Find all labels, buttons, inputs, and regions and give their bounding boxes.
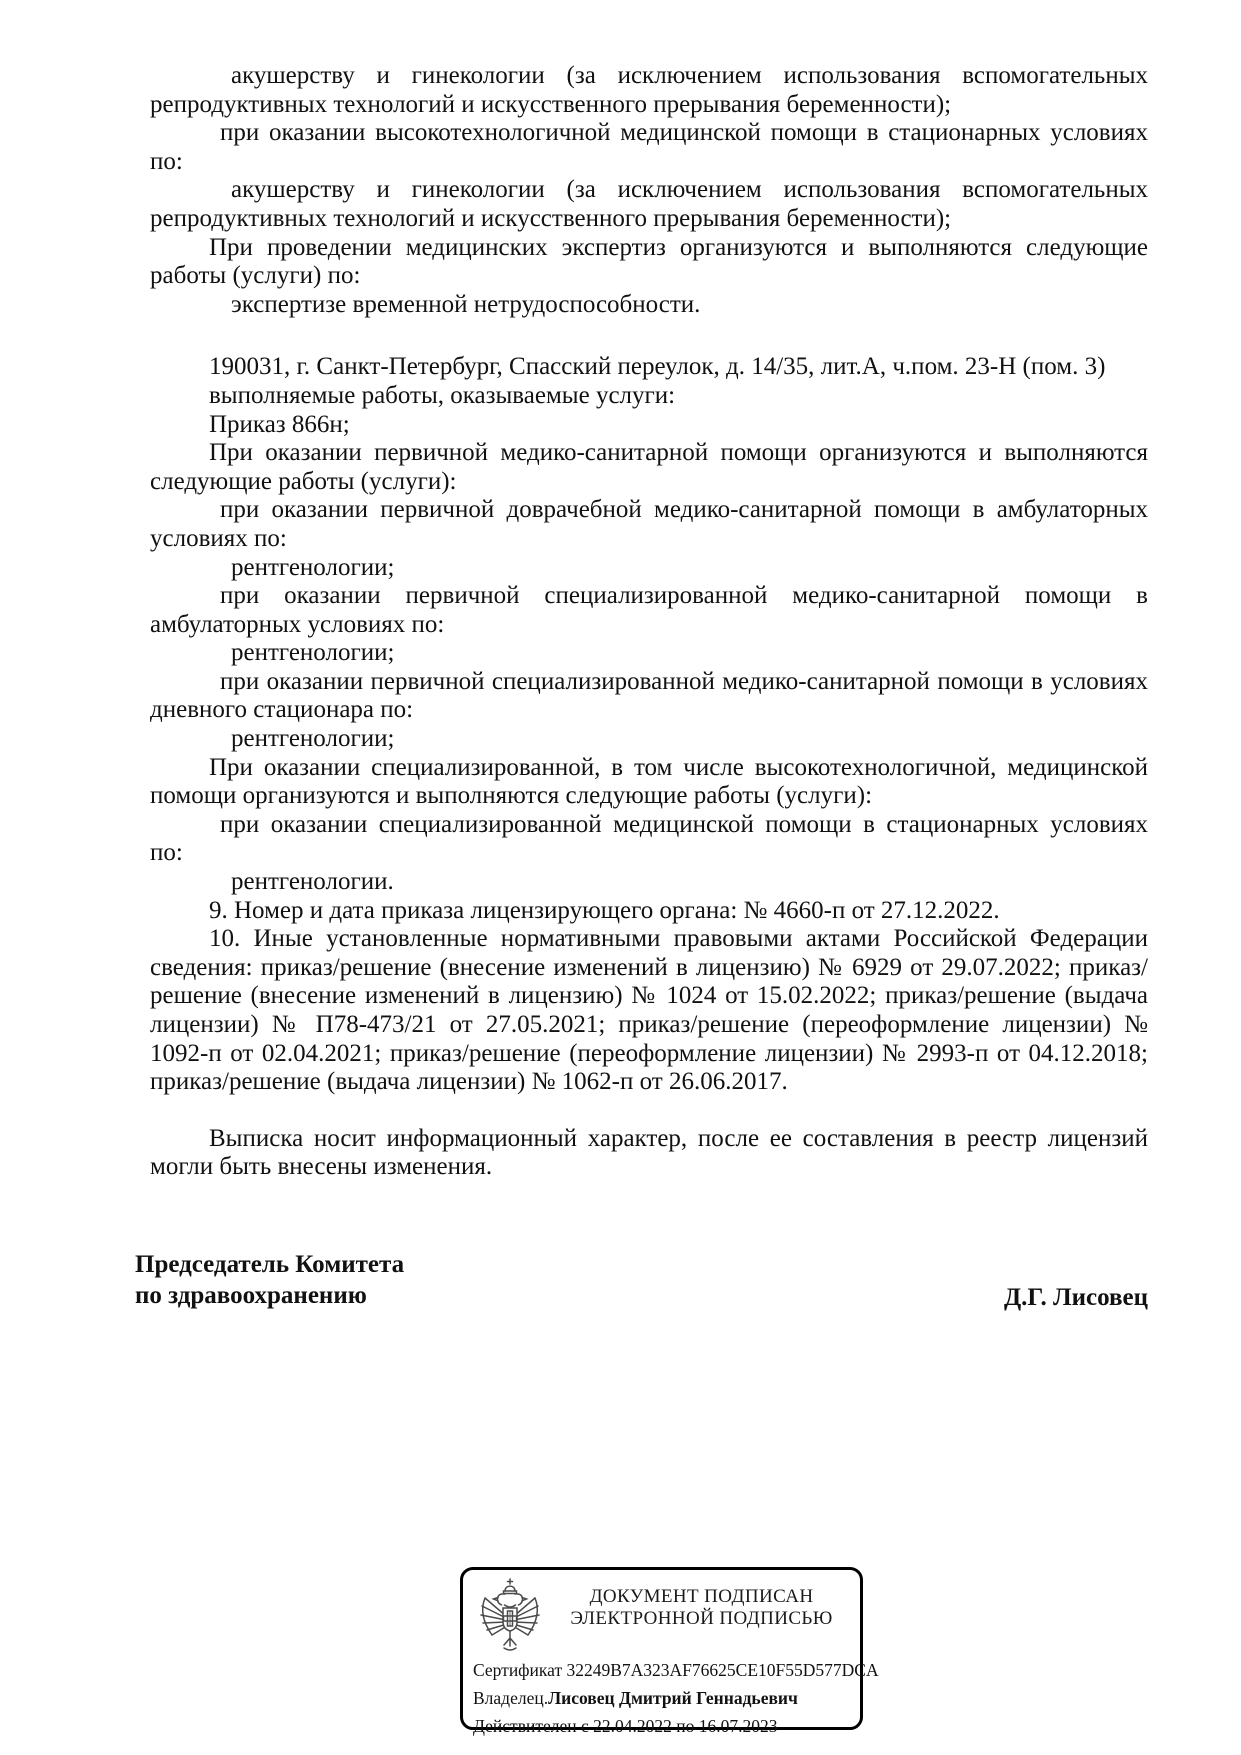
certificate-number: 32249B7A323AF76625CE10F55D577DCA — [566, 1660, 879, 1680]
paragraph: рентгенологии; — [231, 639, 395, 667]
document-body — [150, 62, 1148, 1182]
signatory-name: Д.Г. Лисовец — [1003, 1284, 1148, 1311]
paragraph: при оказании первичной специализированной медико-санитарной помощи в амбулаторных условиях по: — [150, 582, 1148, 638]
paragraph: 9. Номер и дата приказа лицензирующего органа: № 4660-п от 27.12.2022. — [209, 896, 1000, 924]
digital-signature-stamp — [460, 1567, 879, 1736]
paragraph: Приказ 866н; — [209, 410, 350, 438]
stamp-title-line1: ДОКУМЕНТ ПОДПИСАН — [589, 1586, 814, 1607]
paragraph: акушерству и гинекологии (за исключением использования вспомогательных репродуктивных технологий и искусственного прерывания беременности); — [150, 176, 1148, 232]
paragraph: 10. Иные установленные нормативными правовыми актами Российской Федерации сведения: приказ/решение (внесение изменений в лицензию) № 6929 от 29.07.2022; приказ/решение (внесение изменений в лицензию) № 1024 от 15.02.2022; приказ/решение (выдача лицензии) № П78-473/21 от 27.05.2021; приказ/решение (переоформление лицензии) № 1092-п от 02.04.2021; приказ/решение (переоформление лицензии) № 2993-п от 04.12.2018; приказ/решение (выдача лицензии) № 1062-п от 26.06.2017. — [150, 925, 1148, 1096]
stamp-details — [473, 1657, 879, 1740]
paragraph: при оказании первичной доврачебной медико-санитарной помощи в амбулаторных условиях по: — [150, 496, 1148, 552]
certificate-label: Сертификат — [473, 1660, 567, 1680]
paragraph: рентгенологии; — [231, 725, 395, 753]
paragraph: 190031, г. Санкт-Петербург, Спасский переулок, д. 14/35, лит.А, ч.пом. 23-Н (пом. 3) — [209, 353, 1106, 381]
paragraph: при оказании первичной специализированной медико-санитарной помощи в условиях дневного стационара по: — [150, 667, 1148, 724]
paragraph: При оказании первичной медико-санитарной помощи организуются и выполняются следующие работы (услуги): — [150, 439, 1148, 495]
stamp-title-line2: ЭЛЕКТРОННОЙ ПОДПИСЬЮ — [570, 1607, 833, 1629]
owner-name: Лисовец Дмитрий Геннадьевич — [548, 1687, 798, 1708]
paragraph: выполняемые работы, оказываемые услуги: — [209, 381, 676, 409]
paragraph: При оказании специализированной, в том числе высокотехнологичной, медицинской помощи организуются и выполняются следующие работы (услуги): — [150, 753, 1148, 810]
signatory-position-line1: Председатель Комитета — [135, 1251, 405, 1278]
paragraph: рентгенологии. — [231, 868, 394, 896]
owner-line — [473, 1685, 868, 1713]
paragraph: При проведении медицинских экспертиз организуются и выполняются следующие работы (услуги) по: — [150, 233, 1148, 290]
paragraph: экспертизе временной нетрудоспособности. — [231, 290, 701, 318]
paragraph: Выписка носит информационный характер, после ее составления в реестр лицензий могли быть внесены изменения. — [150, 1124, 1148, 1181]
signatory-position — [135, 1249, 404, 1311]
signature-block — [135, 1249, 1148, 1315]
paragraph: при оказании высокотехнологичной медицинской помощи в стационарных условиях по: — [150, 119, 1148, 175]
validity-line: Действителен с 22.04.2022 по 16.07.2023 — [473, 1715, 778, 1736]
roszdravnadzor-emblem-icon — [477, 1578, 543, 1652]
paragraph: акушерству и гинекологии (за исключением использования вспомогательных репродуктивных технологий и искусственного прерывания беременности); — [150, 62, 1148, 118]
signatory-position-line2: по здравоохранению — [135, 1282, 367, 1309]
stamp-title — [549, 1586, 854, 1629]
owner-label: Владелец. — [473, 1687, 549, 1708]
certificate-line — [473, 1657, 879, 1685]
paragraph: при оказании специализированной медицинской помощи в стационарных условиях по: — [150, 810, 1148, 867]
paragraph: рентгенологии; — [231, 553, 395, 581]
